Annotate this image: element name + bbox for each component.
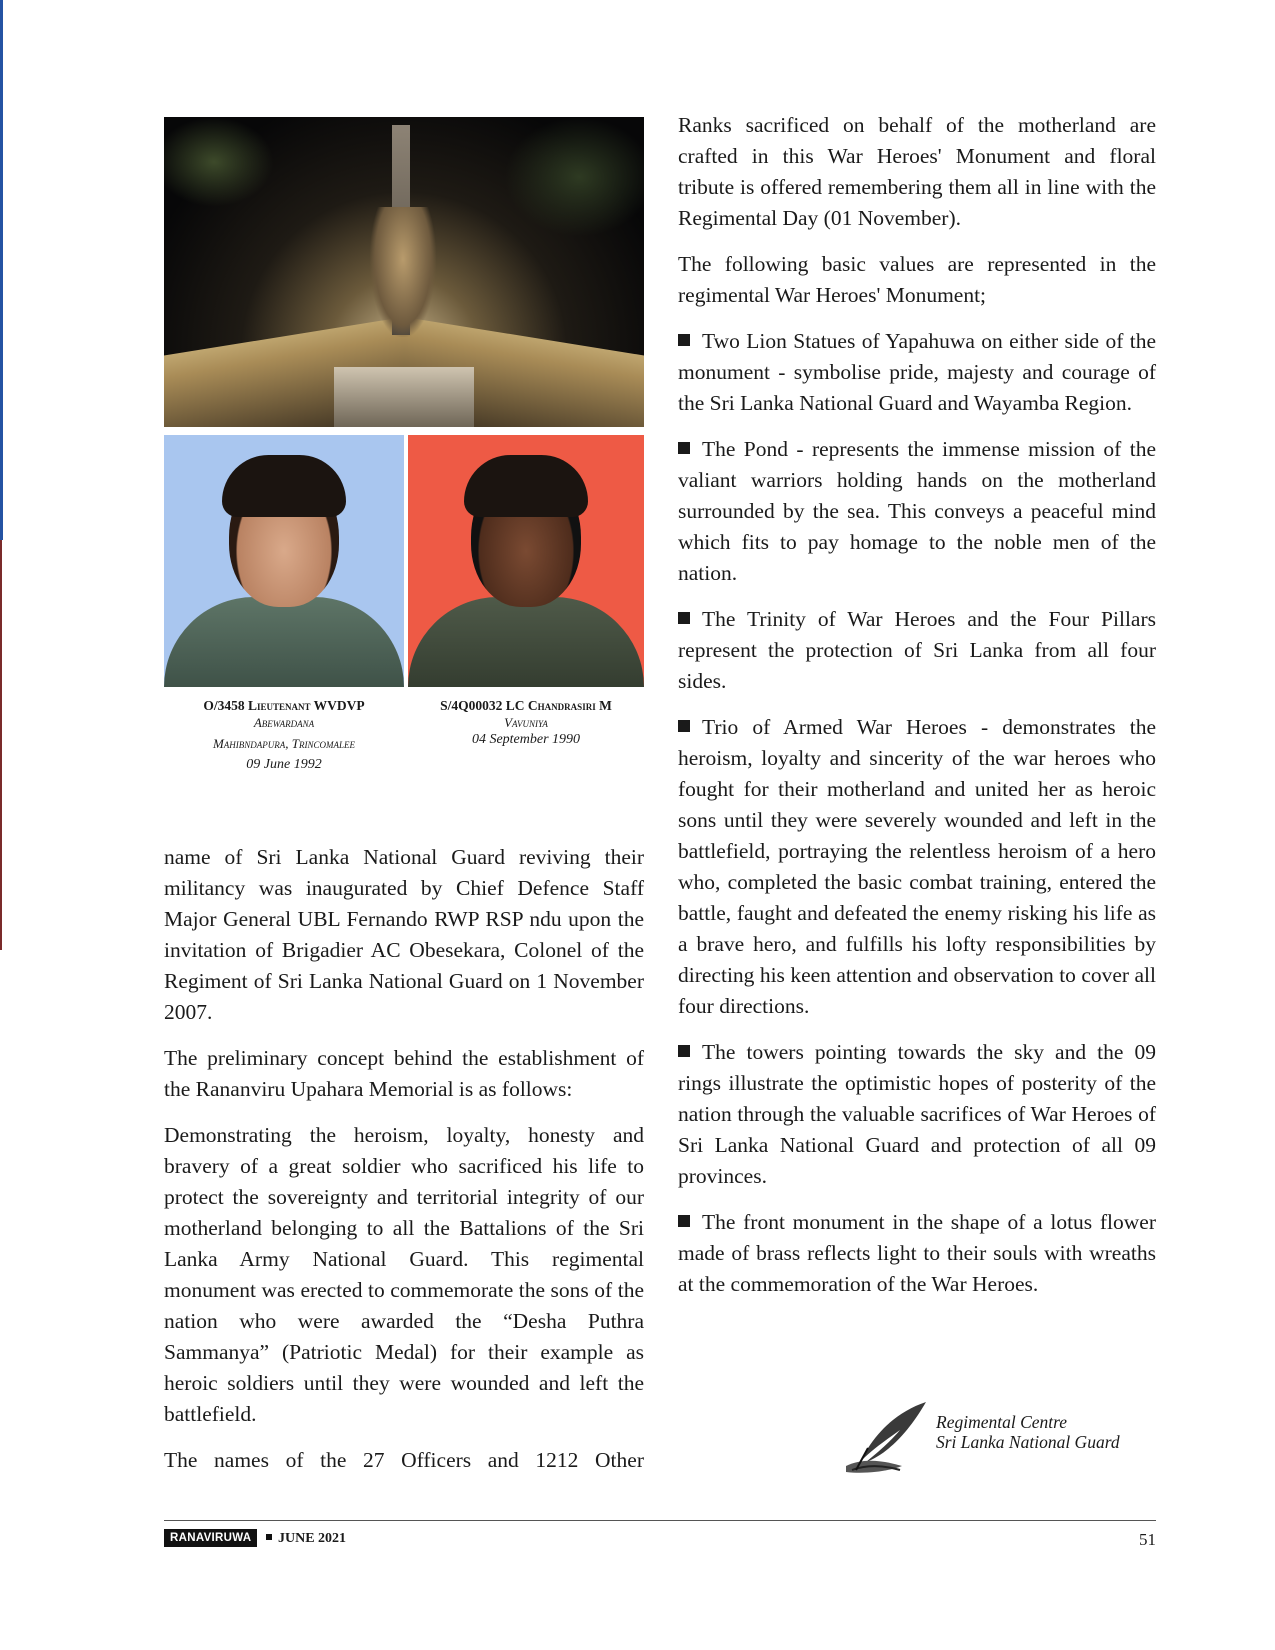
bullet-text: Two Lion Statues of Yapahuwa on either side of the monument - symbolise pride, majesty and courage of the Sri Lanka National Guard and Wayamba Region. — [678, 329, 1156, 415]
issue-date: JUNE 2021 — [278, 1531, 347, 1546]
body-paragraph: name of Sri Lanka National Guard reviving their militancy was inaugurated by Chief Defence Staff Major General UBL Fernando RWP RSP ndu upon the invitation of Brigadier AC Obesekara, Colonel of the Regiment of Sri Lanka National Guard on 1 November 2007. — [164, 845, 644, 1024]
bullet-square-icon — [266, 1534, 272, 1540]
page-edge-bar — [0, 540, 2, 950]
footer-brand: RANAVIRUWA — [164, 1529, 257, 1547]
caption-surname: Abewardana — [253, 715, 315, 730]
body-paragraph: The preliminary concept behind the establishment of the Rananviru Upahara Memorial is as follows: — [164, 1046, 644, 1101]
bullet-square-icon — [678, 442, 690, 454]
bullet-text: The front monument in the shape of a lotus flower made of brass reflects light to their souls with wreaths at the commemoration of the War Heroes. — [678, 1210, 1156, 1296]
bullet-square-icon — [678, 1045, 690, 1057]
body-paragraph: Ranks sacrificed on behalf of the motherland are crafted in this War Heroes' Monument and floral tribute is offered remembering them all in line with the Regimental Day (01 November). — [678, 113, 1156, 230]
bullet-text: Trio of Armed War Heroes - demonstrates the heroism, loyalty and sincerity of the war heroes who fought for their motherland and united her as heroic sons until they were severely wounded and left in the battlefield, portraying the relentless heroism of a hero who, completed the basic combat training, entered the battle, faught and defeated the enemy risking his life as a brave hero, and fulfills his lofty responsibilities by directing his keen attention and observation to cover all four directions. — [678, 715, 1156, 1018]
body-paragraph: Demonstrating the heroism, loyalty, honesty and bravery of a great soldier who sacrificed his life to protect the sovereignty and territorial integrity of our motherland belonging to all the Battalions of the Sri Lanka Army National Guard. This regimental monument was erected to commemorate the sons of the nation who were awarded the “Desha Puthra Sammanya” (Patriotic Medal) for their example as heroic soldiers until they were wounded and left the battlefield. — [164, 1123, 644, 1426]
page-number: 51 — [1139, 1530, 1156, 1549]
monument-statue — [370, 207, 436, 337]
bullet-square-icon — [678, 1215, 690, 1227]
footer-issue — [266, 1531, 346, 1547]
bullet-item — [678, 434, 1156, 589]
signature-line: Regimental Centre — [936, 1412, 1068, 1432]
portrait-photo-1 — [164, 435, 404, 687]
monument-photo — [164, 117, 644, 427]
signature-block — [936, 1412, 1120, 1452]
right-column — [678, 110, 1156, 1315]
bullet-text: The towers pointing towards the sky and the 09 rings illustrate the optimistic hopes of posterity of the nation through the valuable sacrifices of War Heroes of Sri Lanka National Guard and protection of all 09 provinces. — [678, 1040, 1156, 1188]
photo-caption-1 — [164, 697, 404, 773]
quill-pen-icon — [842, 1400, 932, 1478]
caption-date: 09 June 1992 — [246, 757, 322, 772]
bullet-item — [678, 604, 1156, 697]
caption-name: S/4Q00032 LC Chandrasiri M — [440, 698, 612, 713]
bullet-square-icon — [678, 720, 690, 732]
signature-line: Sri Lanka National Guard — [936, 1432, 1120, 1452]
caption-name: O/3458 Lieutenant WVDVP — [203, 698, 365, 713]
bullet-item — [678, 712, 1156, 1022]
bullet-item — [678, 1207, 1156, 1300]
left-column — [164, 842, 644, 1491]
bullet-square-icon — [678, 612, 690, 624]
page-edge-bar — [0, 0, 3, 540]
caption-place: Mahibndapura, Trincomalee — [212, 736, 356, 751]
photo-caption-2 — [408, 697, 644, 748]
body-paragraph: The names of the 27 Officers and 1212 Other — [164, 1448, 644, 1472]
footer-divider — [164, 1520, 1156, 1521]
bullet-item — [678, 326, 1156, 419]
caption-place: Vavuniya — [504, 715, 548, 730]
bullet-square-icon — [678, 334, 690, 346]
body-paragraph: The following basic values are represented in the regimental War Heroes' Monument; — [678, 252, 1156, 307]
bullet-text: The Pond - represents the immense mission of the valiant warriors holding hands on the motherland surrounded by the sea. This conveys a peaceful mind which fits to pay homage to the noble men of the nation. — [678, 437, 1156, 585]
bullet-item — [678, 1037, 1156, 1192]
portrait-photo-2 — [408, 435, 644, 687]
caption-date: 04 September 1990 — [471, 732, 581, 747]
bullet-text: The Trinity of War Heroes and the Four Pillars represent the protection of Sri Lanka from all four sides. — [678, 607, 1156, 693]
